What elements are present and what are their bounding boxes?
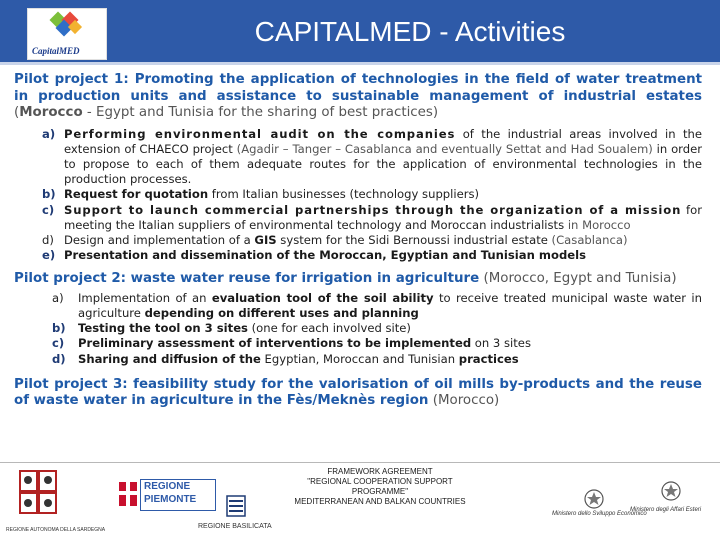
list-item: a) Implementation of an evaluation tool of the soil ability to receive treated municipal waste water in agriculture depending on different uses and planning: [52, 290, 702, 321]
italian-emblem-icon: [583, 487, 605, 511]
basilicata-crest-icon: [226, 495, 246, 517]
main-content: [14, 72, 702, 410]
capitalmed-logo: [27, 8, 107, 60]
project1-heading: Pilot project 1: Promoting the application of technologies in the field of water treatment in production units and assistance to sustainable management of industrial estates (Morocco - Egypt and Tunisia for the sharing of best practices): [14, 72, 702, 120]
project2-heading: Pilot project 2: waste water reuse for irrigation in agriculture (Morocco, Egypt and Tunisia): [14, 271, 677, 287]
list-item: d) Sharing and diffusion of the Egyptian, Moroccan and Tunisian practices: [52, 351, 519, 366]
list-item: b) Request for quotation from Italian businesses (technology suppliers): [42, 187, 480, 202]
page-title: CAPITALMED - Activities: [254, 16, 566, 47]
header-bar: [0, 0, 720, 65]
list-item: e) Presentation and dissemination of the Moroccan, Egyptian and Tunisian models: [42, 248, 586, 263]
list-item: d) Design and implementation of a GIS system for the Sidi Bernoussi industrial estate (Casablanca): [42, 232, 628, 247]
list-item: c) Preliminary assessment of interventions to be implemented on 3 sites: [52, 336, 531, 351]
project3-heading: Pilot project 3: feasibility study for the valorisation of oil mills by-products and the reuse of waste water in agriculture in the Fès/Meknès region (Morocco): [14, 376, 702, 409]
logo-text: CapitalMED: [32, 46, 80, 56]
project2-list: [14, 291, 702, 367]
sardegna-crest-icon: [18, 469, 58, 515]
framework-agreement: FRAMEWORK AGREEMENT "REGIONAL COOPERATION SUPPORT PROGRAMME" MEDITERRANEAN AND BALKAN COUNTRIES: [294, 467, 466, 506]
footer-logos: REGIONE AUTONOMA DELLA SARDEGNA REGIONE PIEMONTE REGIONE BASILICATA FRAMEWORK AGREEMENT "REGIONAL COOPERATION SUPPORT PROGRAMME" MEDITERRANEAN AND BALKAN COUNTRIES Ministero dello Sviluppo Economico Ministero degli Affari Esteri: [0, 462, 720, 541]
list-item: a) Performing environmental audit on the companies of the industrial areas involved in the extension of CHAECO project (Agadir – Tanger – Casablanca and eventually Settat and Had Soualem) in order to propose to each of them adequate routes for the application of environmental technologies in the production processes.: [42, 126, 702, 187]
project1-list: [14, 127, 702, 264]
piemonte-crest-icon: [118, 481, 138, 507]
italian-emblem-icon: [660, 479, 682, 503]
list-item: b) Testing the tool on 3 sites (one for each involved site): [52, 321, 411, 336]
list-item: c) Support to launch commercial partnerships through the organization of a mission for meeting the Italian suppliers of environmental technology and Moroccan industrialists in Morocco: [42, 202, 702, 232]
